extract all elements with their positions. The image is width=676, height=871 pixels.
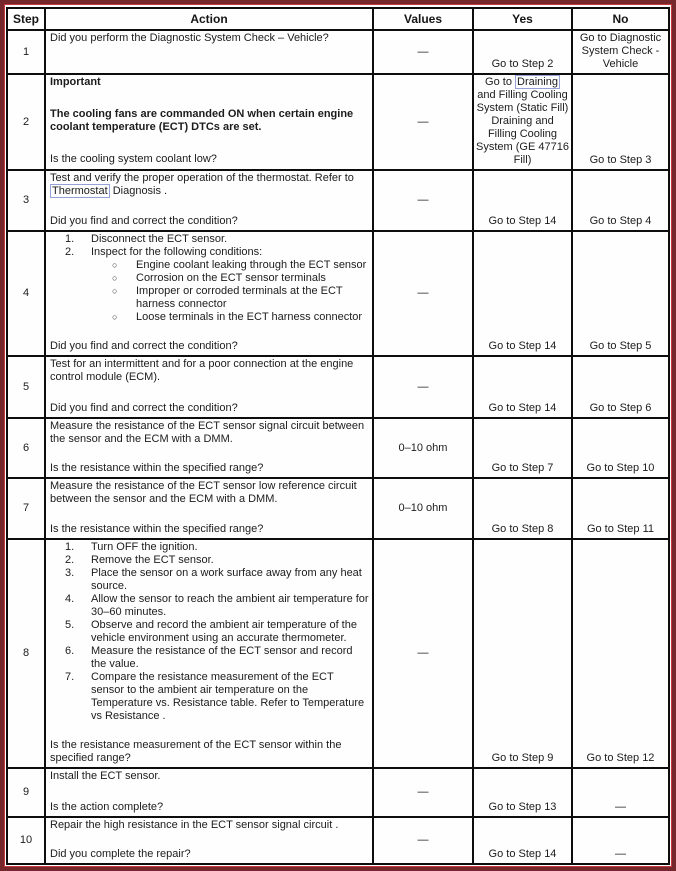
values-cell: 0–10 ohm xyxy=(373,418,473,478)
action-content xyxy=(50,770,369,814)
list-item xyxy=(50,541,369,554)
action-cell xyxy=(45,74,373,170)
list-item-number: 5. xyxy=(65,619,75,631)
values-cell: — xyxy=(373,74,473,170)
question-text xyxy=(50,153,369,166)
no-cell xyxy=(572,768,669,817)
list-item xyxy=(50,671,369,723)
text-run: Go to Step 2 xyxy=(491,58,554,70)
values-cell: — xyxy=(373,768,473,817)
no-cell xyxy=(572,74,669,170)
values-cell: 0–10 ohm xyxy=(373,478,473,539)
list-item-number: 2. xyxy=(65,246,75,258)
step-cell: 7 xyxy=(7,478,45,539)
text-run: Go to Step 14 xyxy=(488,402,557,414)
table-row-step-1 xyxy=(7,30,669,74)
action-content xyxy=(50,480,369,536)
step-cell: 4 xyxy=(7,231,45,356)
action-text xyxy=(50,480,369,506)
action-text xyxy=(50,358,369,384)
list-item-text: Remove the ECT sensor. xyxy=(91,554,214,566)
column-header-action: Action xyxy=(45,8,373,30)
values-cell: — xyxy=(373,539,473,768)
text-run: Did you find and correct the condition? xyxy=(50,215,238,227)
yes-cell xyxy=(473,356,572,418)
no-cell xyxy=(572,418,669,478)
list-item-text: Place the sensor on a work surface away from any heat source. xyxy=(91,567,362,592)
list-item-number: 2. xyxy=(65,554,75,566)
list-item-text: Measure the resistance of the ECT sensor and record the value. xyxy=(91,645,353,670)
action-cell xyxy=(45,418,373,478)
column-header-yes: Yes xyxy=(473,8,572,30)
yes-cell xyxy=(473,478,572,539)
page-frame xyxy=(4,4,672,867)
question-text xyxy=(50,462,369,475)
text-run: Measure the resistance of the ECT sensor signal circuit between the sensor and the ECM with a DMM. xyxy=(50,420,365,445)
text-run: Is the action complete? xyxy=(50,801,164,813)
list-item-text: Allow the sensor to reach the ambient air temperature for 30–60 minutes. xyxy=(91,593,369,618)
text-run: Go to Step 7 xyxy=(491,462,554,474)
action-content xyxy=(50,358,369,415)
text-run: Measure the resistance of the ECT sensor low reference circuit between the sensor and the ECM with a DMM. xyxy=(50,480,357,505)
text-run: The cooling fans are commanded ON when certain engine coolant temperature (ECT) DTCs are set. xyxy=(50,108,354,133)
no-cell xyxy=(572,30,669,74)
yes-cell xyxy=(473,539,572,768)
text-run: Did you find and correct the condition? xyxy=(50,340,238,352)
table-row-step-5 xyxy=(7,356,669,418)
yes-cell xyxy=(473,768,572,817)
yes-cell xyxy=(473,231,572,356)
action-cell xyxy=(45,768,373,817)
step-cell: 9 xyxy=(7,768,45,817)
text-run: Is the resistance within the specified range? xyxy=(50,462,264,474)
action-content xyxy=(50,420,369,475)
step-cell: 6 xyxy=(7,418,45,478)
table-row-step-9 xyxy=(7,768,669,817)
text-run: Go to Step 12 xyxy=(586,752,655,764)
question-text xyxy=(50,402,369,415)
action-cell xyxy=(45,356,373,418)
action-content xyxy=(50,541,369,765)
action-cell xyxy=(45,231,373,356)
instruction-list xyxy=(50,541,369,723)
list-item-text: Disconnect the ECT sensor. xyxy=(91,233,228,245)
list-item-text: Compare the resistance measurement of the ECT sensor to the ambient air temperature on the Temperature vs. Resistance table. Refer to Temperature vs Resistance . xyxy=(91,671,365,722)
action-text xyxy=(50,819,369,832)
action-content xyxy=(50,76,369,166)
text-run: Go to Diagnostic System Check - Vehicle xyxy=(579,32,662,70)
text-run: Did you perform the Diagnostic System Check – Vehicle? xyxy=(50,32,329,44)
text-run: Go to Step 14 xyxy=(488,848,557,860)
yes-cell xyxy=(473,30,572,74)
step-cell: 2 xyxy=(7,74,45,170)
text-run: and Filling Cooling System (Static Fill) Draining and Filling Cooling System (GE 47716 Fill) xyxy=(476,89,569,166)
text-run: Go to Step 6 xyxy=(589,402,652,414)
list-item-number: 4. xyxy=(65,593,75,605)
text-run: Go to Step 10 xyxy=(586,462,655,474)
list-item-text: Inspect for the following conditions: xyxy=(91,246,263,258)
list-item-number: 6. xyxy=(65,645,75,657)
step-cell: 10 xyxy=(7,817,45,864)
sub-list-item xyxy=(112,311,369,324)
text-run: Is the cooling system coolant low? xyxy=(50,153,217,165)
table-row-step-7 xyxy=(7,478,669,539)
instruction-list xyxy=(50,233,369,324)
values-cell: — xyxy=(373,170,473,231)
text-run: Go to Step 11 xyxy=(586,523,655,535)
list-item-number: 1. xyxy=(65,233,75,245)
text-run: Is the resistance within the specified range? xyxy=(50,523,264,535)
list-item xyxy=(50,233,369,246)
sub-list-item-text: Improper or corroded terminals at the ECT harness connector xyxy=(136,285,343,310)
yes-cell xyxy=(473,170,572,231)
question-text xyxy=(50,523,369,536)
no-cell xyxy=(572,170,669,231)
action-content xyxy=(50,172,369,228)
list-item xyxy=(50,554,369,567)
list-item xyxy=(50,593,369,619)
question-text xyxy=(50,801,369,814)
table-body xyxy=(7,30,669,864)
text-run: Install the ECT sensor. xyxy=(50,770,161,782)
text-run: Go to Step 5 xyxy=(589,340,652,352)
text-run: — xyxy=(615,801,626,813)
action-cell xyxy=(45,539,373,768)
sub-list-item xyxy=(112,259,369,272)
list-item-number: 3. xyxy=(65,567,75,579)
text-run: Go to Step 13 xyxy=(488,801,557,813)
step-cell: 3 xyxy=(7,170,45,231)
no-cell xyxy=(572,817,669,864)
circle-bullet-icon: ○ xyxy=(112,286,118,296)
table-row-step-8 xyxy=(7,539,669,768)
no-cell xyxy=(572,356,669,418)
doc-link-thermostat[interactable]: Thermostat xyxy=(52,185,108,197)
column-header-values: Values xyxy=(373,8,473,30)
sub-list-item-text: Engine coolant leaking through the ECT sensor xyxy=(136,259,367,271)
text-run: Test for an intermittent and for a poor connection at the engine control module (ECM). xyxy=(50,358,354,383)
yes-cell xyxy=(473,418,572,478)
text-run: Did you complete the repair? xyxy=(50,848,191,860)
important-note xyxy=(50,108,369,134)
action-content xyxy=(50,233,369,353)
no-cell xyxy=(572,231,669,356)
list-item-number: 1. xyxy=(65,541,75,553)
values-cell: — xyxy=(373,30,473,74)
text-run: Important xyxy=(50,76,101,88)
values-cell: — xyxy=(373,231,473,356)
no-cell xyxy=(572,478,669,539)
doc-link-draining[interactable]: Draining xyxy=(517,76,558,88)
action-cell xyxy=(45,817,373,864)
values-cell: — xyxy=(373,817,473,864)
table-header-row xyxy=(7,8,669,30)
text-run: Test and verify the proper operation of the thermostat. Refer to xyxy=(50,172,354,184)
list-item-text: Turn OFF the ignition. xyxy=(91,541,198,553)
column-header-step: Step xyxy=(7,8,45,30)
circle-bullet-icon: ○ xyxy=(112,260,118,270)
list-item xyxy=(50,645,369,671)
table-row-step-10 xyxy=(7,817,669,864)
action-cell xyxy=(45,478,373,539)
action-text xyxy=(50,420,369,446)
text-run: Did you find and correct the condition? xyxy=(50,402,238,414)
table-row-step-3 xyxy=(7,170,669,231)
sub-list-item xyxy=(112,272,369,285)
table-row-step-6 xyxy=(7,418,669,478)
question-text xyxy=(50,848,369,861)
text-run: Go to Step 8 xyxy=(491,523,554,535)
step-cell: 1 xyxy=(7,30,45,74)
question-text xyxy=(50,215,369,228)
table-row-step-2 xyxy=(7,74,669,170)
sub-list-item-text: Corrosion on the ECT sensor terminals xyxy=(136,272,326,284)
step-cell: 5 xyxy=(7,356,45,418)
action-content xyxy=(50,819,369,861)
action-text xyxy=(50,172,369,198)
text-run: Go to Step 14 xyxy=(488,215,557,227)
action-text xyxy=(50,770,369,783)
circle-bullet-icon: ○ xyxy=(112,312,118,322)
column-header-no: No xyxy=(572,8,669,30)
text-run: Repair the high resistance in the ECT sensor signal circuit . xyxy=(50,819,339,831)
table-row-step-4 xyxy=(7,231,669,356)
sub-list-item xyxy=(112,285,369,311)
text-run: Go to Step 9 xyxy=(491,752,554,764)
list-item-number: 7. xyxy=(65,671,75,683)
question-text xyxy=(50,32,369,45)
list-item xyxy=(50,619,369,645)
text-run: Go to Step 3 xyxy=(589,154,652,166)
text-run: Is the resistance measurement of the ECT sensor within the specified range? xyxy=(50,739,342,764)
action-cell xyxy=(45,170,373,231)
yes-cell xyxy=(473,817,572,864)
important-note xyxy=(50,76,369,89)
sub-list-item-text: Loose terminals in the ECT harness connector xyxy=(136,311,363,323)
text-run: Diagnosis . xyxy=(109,185,168,197)
list-item xyxy=(50,246,369,259)
step-cell: 8 xyxy=(7,539,45,768)
question-text xyxy=(50,739,369,765)
yes-cell xyxy=(473,74,572,170)
text-run: Go to Step 4 xyxy=(589,215,652,227)
text-run: — xyxy=(615,848,626,860)
no-cell xyxy=(572,539,669,768)
values-cell: — xyxy=(373,356,473,418)
diagnostic-steps-table xyxy=(6,7,670,865)
question-text xyxy=(50,340,369,353)
list-item-text: Observe and record the ambient air temperature of the vehicle environment using an accurate thermometer. xyxy=(91,619,357,644)
list-item xyxy=(50,567,369,593)
action-content xyxy=(50,32,369,66)
text-run: Go to Step 14 xyxy=(488,340,557,352)
text-run: Go to xyxy=(485,76,515,88)
circle-bullet-icon: ○ xyxy=(112,273,118,283)
action-cell xyxy=(45,30,373,74)
